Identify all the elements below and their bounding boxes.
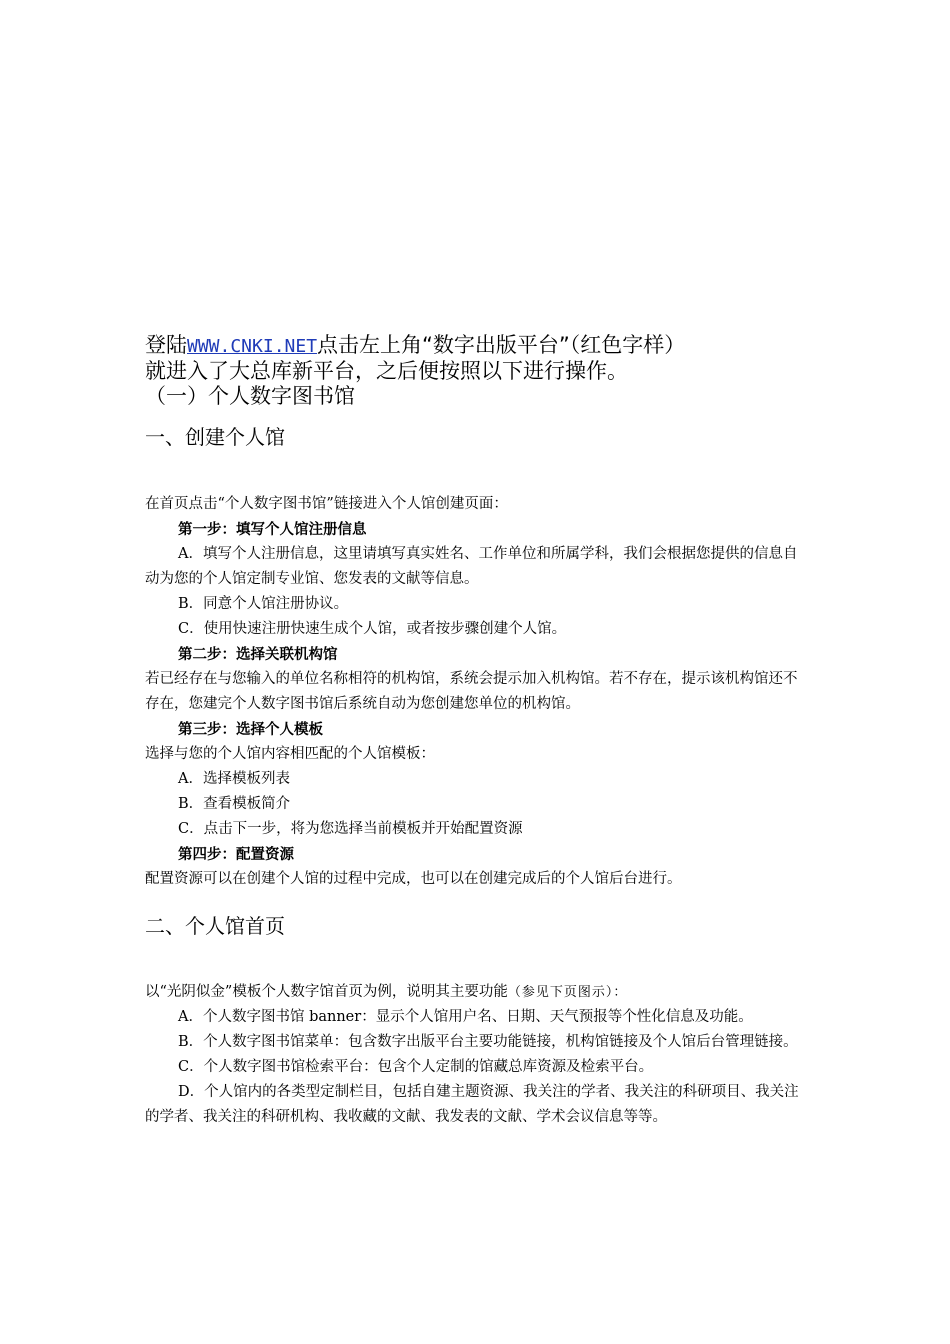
step3-title: 第三步：选择个人模板 bbox=[178, 721, 323, 738]
step1-title: 第一步：填写个人馆注册信息 bbox=[178, 521, 367, 538]
section1-title: 一、创建个人馆 bbox=[145, 425, 285, 449]
section2-item-c: C．个人数字图书馆检索平台：包含个人定制的馆藏总库资源及检索平台。 bbox=[178, 1059, 654, 1075]
section1-lead: 在首页点击“个人数字图书馆”链接进入个人馆创建页面： bbox=[145, 496, 508, 512]
step3-text: 选择与您的个人馆内容相匹配的个人馆模板： bbox=[145, 746, 435, 762]
step4-title: 第四步：配置资源 bbox=[178, 846, 294, 863]
intro-line-1 bbox=[145, 333, 807, 359]
step1-item-c: C．使用快速注册快速生成个人馆，或者按步骤创建个人馆。 bbox=[178, 621, 567, 637]
step4-text: 配置资源可以在创建个人馆的过程中完成，也可以在创建完成后的个人馆后台进行。 bbox=[145, 871, 682, 887]
step2-text: 若已经存在与您输入的单位名称相符的机构馆，系统会提示加入机构馆。若不存在，提示该机构馆还不存在，您建完个人数字图书馆后系统自动为您创建您单位的机构馆。 bbox=[145, 671, 798, 712]
part-title: （一）个人数字图书馆 bbox=[145, 384, 355, 408]
step3-item-c: C．点击下一步，将为您选择当前模板并开始配置资源 bbox=[178, 821, 523, 837]
document-body bbox=[145, 333, 807, 1130]
intro-suffix: 点击左上角“数字出版平台”（红色字样） bbox=[317, 333, 686, 357]
section2-lead-note: （参见下页图示）： bbox=[507, 985, 628, 1000]
cnki-link[interactable]: WWW.CNKI.NET bbox=[187, 336, 318, 357]
section2-item-d: D．个人馆内的各类型定制栏目，包括自建主题资源、我关注的学者、我关注的科研项目、我关注的学者、我关注的科研机构、我收藏的文献、我发表的文献、学术会议信息等等。 bbox=[145, 1084, 799, 1125]
intro-line-2: 就进入了大总库新平台，之后便按照以下进行操作。 bbox=[145, 359, 628, 383]
step1-item-b: B．同意个人馆注册协议。 bbox=[178, 596, 349, 612]
intro-prefix: 登陆 bbox=[145, 333, 187, 357]
step3-item-b: B．查看模板简介 bbox=[178, 796, 291, 812]
section2-title: 二、个人馆首页 bbox=[145, 914, 285, 938]
step1-item-a: A．填写个人注册信息，这里请填写真实姓名、工作单位和所属学科，我们会根据您提供的信息自动为您的个人馆定制专业馆、您发表的文献等信息。 bbox=[145, 546, 798, 587]
step2-title: 第二步：选择关联机构馆 bbox=[178, 646, 338, 663]
section2-item-b: B．个人数字图书馆菜单：包含数字出版平台主要功能链接，机构馆链接及个人馆后台管理链接。 bbox=[178, 1034, 798, 1050]
section2-item-a: A．个人数字图书馆 banner：显示个人馆用户名、日期、天气预报等个性化信息及功能。 bbox=[178, 1009, 753, 1025]
step3-item-a: A．选择模板列表 bbox=[178, 771, 290, 787]
section2-lead-main: 以“光阴似金”模板个人数字馆首页为例，说明其主要功能 bbox=[145, 984, 508, 1000]
section2-lead bbox=[145, 980, 807, 1005]
